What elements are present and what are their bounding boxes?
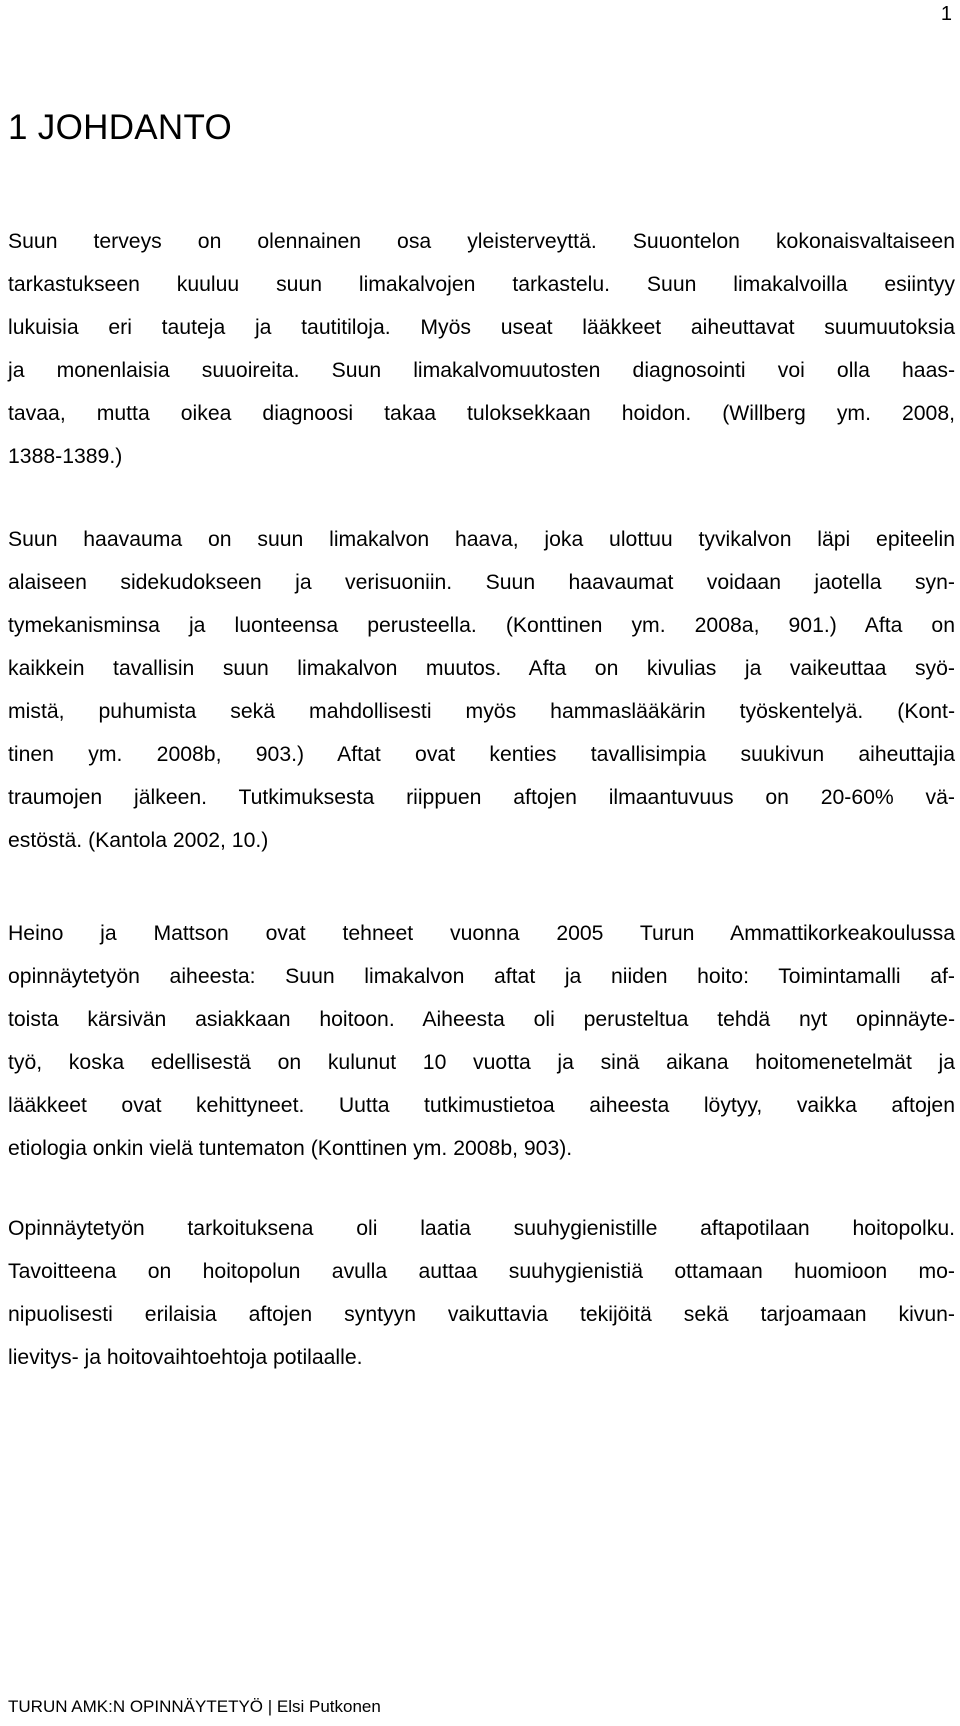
text-line: lukuisia eri tauteja ja tautitiloja. Myös useat lääkkeet aiheuttavat suumuutoksia — [8, 316, 955, 339]
text-line: lääkkeet ovat kehittyneet. Uutta tutkimustietoa aiheesta löytyy, vaikka aftojen — [8, 1094, 955, 1117]
text-line: mistä, puhumista sekä mahdollisesti myös hammaslääkärin työskentelyä. (Kont- — [8, 700, 955, 723]
text-line: Suun haavauma on suun limakalvon haava, joka ulottuu tyvikalvon läpi epiteelin — [8, 528, 955, 551]
page-footer: TURUN AMK:N OPINNÄYTETYÖ | Elsi Putkonen — [8, 1697, 381, 1716]
paragraph-intro — [8, 220, 955, 478]
page-number: 1 — [940, 3, 952, 25]
text-line: Tavoitteena on hoitopolun avulla auttaa suuhygienistiä ottamaan huomioon mo- — [8, 1260, 955, 1283]
paragraph — [8, 518, 955, 862]
text-line: alaiseen sidekudokseen ja verisuoniin. Suun haavaumat voidaan jaotella syn- — [8, 571, 955, 594]
text-line: etiologia onkin vielä tuntematon (Konttinen ym. 2008b, 903). — [8, 1137, 573, 1160]
paragraph-background — [8, 912, 955, 1170]
paragraph-haavauma — [8, 518, 955, 862]
paragraph — [8, 1207, 955, 1379]
text-line: estöstä. (Kantola 2002, 10.) — [8, 829, 269, 852]
text-line: tavaa, mutta oikea diagnoosi takaa tuloksekkaan hoidon. (Willberg ym. 2008, — [8, 402, 955, 425]
text-line: opinnäytetyön aiheesta: Suun limakalvon aftat ja niiden hoito: Toimintamalli af- — [8, 965, 955, 988]
chapter-title: 1 JOHDANTO — [8, 108, 233, 147]
text-line: tinen ym. 2008b, 903.) Aftat ovat kenties tavallisimpia suukivun aiheuttajia — [8, 743, 955, 766]
text-line: 1388-1389.) — [8, 445, 123, 468]
text-line: työ, koska edellisestä on kulunut 10 vuotta ja sinä aikana hoitomenetelmät ja — [8, 1051, 955, 1074]
text-line: nipuolisesti erilaisia aftojen syntyyn vaikuttavia tekijöitä sekä tarjoamaan kivun- — [8, 1303, 955, 1326]
text-line: Heino ja Mattson ovat tehneet vuonna 2005 Turun Ammattikorkeakoulussa — [8, 922, 955, 945]
text-line: tarkastukseen kuuluu suun limakalvojen tarkastelu. Suun limakalvoilla esiintyy — [8, 273, 955, 296]
text-line: Suun terveys on olennainen osa yleisterveyttä. Suuontelon kokonaisvaltaiseen — [8, 230, 955, 253]
text-line: toista kärsivän asiakkaan hoitoon. Aiheesta oli perusteltua tehdä nyt opinnäyte- — [8, 1008, 955, 1031]
text-line: tymekanisminsa ja luonteensa perusteella. (Konttinen ym. 2008a, 901.) Afta on — [8, 614, 955, 637]
text-line: ja monenlaisia suuoireita. Suun limakalvomuutosten diagnosointi voi olla haas- — [8, 359, 955, 382]
text-line: Opinnäytetyön tarkoituksena oli laatia suuhygienistille aftapotilaan hoitopolku. — [8, 1217, 955, 1240]
paragraph — [8, 912, 955, 1170]
text-line: traumojen jälkeen. Tutkimuksesta riippuen aftojen ilmaantuvuus on 20-60% vä- — [8, 786, 955, 809]
text-line: lievitys- ja hoitovaihtoehtoja potilaalle. — [8, 1346, 363, 1369]
paragraph-purpose — [8, 1207, 955, 1379]
paragraph — [8, 220, 955, 478]
text-line: kaikkein tavallisin suun limakalvon muutos. Afta on kivulias ja vaikeuttaa syö- — [8, 657, 955, 680]
